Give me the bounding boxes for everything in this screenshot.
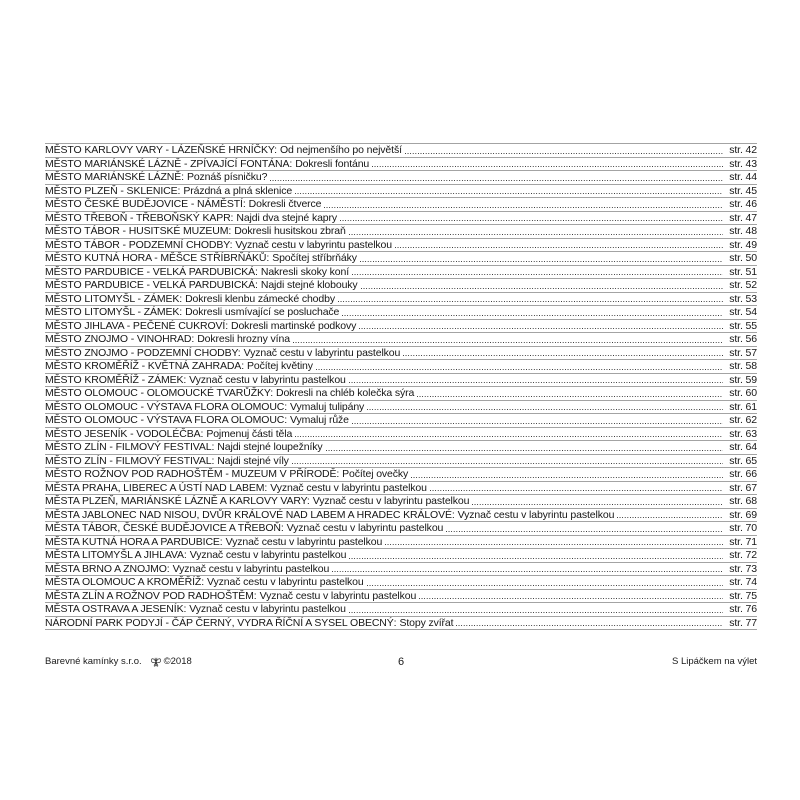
toc-entry-heading: MĚSTO KUTNÁ HORA - MĚŠCE STŘÍBRŇÁKŮ: (45, 252, 270, 264)
toc-entry-heading: MĚSTO ZLÍN - FILMOVÝ FESTIVAL: (45, 441, 215, 453)
table-of-contents (45, 143, 757, 630)
dot-leader (385, 544, 723, 545)
toc-entry-page: str. 73 (729, 562, 757, 575)
toc-entry-heading: MĚSTA OLOMOUC A KROMĚŘÍŽ: (45, 576, 204, 588)
toc-entry-task: Vyznač cestu v labyrintu pastelkou (259, 589, 417, 602)
toc-entry (45, 468, 757, 482)
toc-entry-page: str. 56 (729, 333, 757, 345)
toc-entry (45, 252, 757, 266)
dot-leader (349, 234, 724, 235)
toc-entry (45, 293, 757, 307)
toc-entry-page: str. 59 (729, 373, 757, 386)
toc-entry-page: str. 58 (729, 360, 757, 372)
dot-leader (419, 598, 723, 599)
toc-entry-heading: MĚSTA KUTNÁ HORA A PARDUBICE: (45, 535, 223, 548)
page-footer (45, 654, 757, 670)
toc-entry-heading: MĚSTO KARLOVY VARY - LÁZEŇSKÉ HRNÍČKY: (45, 144, 277, 156)
toc-entry-heading: MĚSTA JABLONEC NAD NISOU, DVŮR KRÁLOVÉ NAD LABEM A HRADEC KRÁLOVÉ: (45, 508, 455, 521)
toc-entry-heading: MĚSTO PARDUBICE - VELKÁ PARDUBICKÁ: (45, 279, 258, 291)
toc-entry (45, 509, 757, 523)
publisher-name: Barevné kamínky s.r.o. (45, 656, 142, 667)
toc-entry-task: Vymaluj tulipány (290, 400, 365, 413)
toc-entry (45, 239, 757, 253)
toc-entry-task: Dokresli čtverce (248, 198, 322, 210)
toc-entry-heading: MĚSTO LITOMYŠL - ZÁMEK: (45, 292, 183, 305)
toc-entry-page: str. 65 (729, 454, 757, 467)
dot-leader (295, 436, 723, 437)
toc-entry-page: str. 62 (729, 414, 757, 426)
dot-leader (411, 477, 723, 478)
toc-entry-task: Počítej ovečky (342, 468, 409, 480)
toc-entry-task: Vyznač cestu v labyrintu pastelkou (286, 522, 444, 534)
toc-entry-task: Vyznač cestu v labyrintu pastelkou (225, 535, 383, 548)
toc-entry (45, 279, 757, 293)
toc-entry-heading: MĚSTA TÁBOR, ČESKÉ BUDĚJOVICE A TŘEBOŇ: (45, 522, 284, 534)
copyright-notice: ©2018 (163, 656, 192, 667)
toc-entry-heading: MĚSTO TÁBOR - HUSITSKÉ MUZEUM: (45, 225, 232, 237)
toc-entry-page: str. 46 (729, 198, 757, 210)
toc-entry-task: Počítej květiny (247, 360, 313, 372)
toc-entry-task: Vyznač cestu v labyrintu pastelkou (189, 603, 346, 615)
toc-entry (45, 563, 757, 577)
toc-entry-page: str. 55 (729, 319, 757, 332)
dot-leader (395, 247, 723, 248)
toc-entry-page: str. 44 (729, 171, 757, 183)
toc-entry-heading: MĚSTO ZNOJMO - PODZEMNÍ CHODBY: (45, 346, 241, 359)
toc-entry-task: Poznáš písničku? (186, 171, 268, 183)
toc-entry-heading: MĚSTA PRAHA, LIBEREC A ÚSTÍ NAD LABEM: (45, 481, 268, 494)
toc-entry-page: str. 67 (729, 481, 757, 494)
toc-entry-heading: MĚSTO KROMĚŘÍŽ - KVĚTNÁ ZAHRADA: (45, 360, 244, 372)
dot-leader (340, 220, 723, 221)
toc-entry-task: Stopy zvířat (399, 616, 454, 629)
toc-entry (45, 333, 757, 347)
toc-entry-page: str. 57 (729, 346, 757, 359)
toc-entry-page: str. 63 (729, 427, 757, 440)
toc-entry (45, 320, 757, 334)
toc-entry-task: Nakresli skoky koní (260, 265, 350, 278)
toc-entry-page: str. 68 (729, 495, 757, 507)
toc-entry-heading: MĚSTO PARDUBICE - VELKÁ PARDUBICKÁ: (45, 265, 258, 278)
toc-entry-heading: MĚSTA BRNO A ZNOJMO: (45, 562, 170, 575)
book-title: S Lipáčkem na výlet (671, 656, 757, 667)
toc-entry (45, 171, 757, 185)
dot-leader (295, 193, 723, 194)
toc-entry (45, 590, 757, 604)
toc-entry (45, 374, 757, 388)
toc-entry-task: Pojmenuj části těla (206, 427, 293, 440)
toc-entry-page: str. 54 (729, 306, 757, 318)
toc-entry-heading: MĚSTO TÁBOR - PODZEMNÍ CHODBY: (45, 238, 233, 251)
toc-entry (45, 266, 757, 280)
dot-leader (349, 558, 723, 559)
toc-entry (45, 576, 757, 590)
toc-entry (45, 617, 757, 631)
dot-leader (361, 288, 724, 289)
toc-entry-task: Dokresli martinské podkovy (231, 319, 357, 332)
toc-entry-heading: MĚSTO ROŽNOV POD RADHOŠTĚM - MUZEUM V PŘÍRODĚ: (45, 468, 340, 480)
toc-entry-task: Najdi stejné víly (217, 454, 289, 467)
toc-entry-page: str. 75 (729, 589, 757, 602)
toc-entry (45, 536, 757, 550)
toc-entry-task: Dokresli klenbu zámecké chodby (185, 292, 335, 305)
dot-leader (342, 315, 723, 316)
toc-entry-task: Dokresli husitskou zbraň (234, 225, 346, 237)
toc-entry (45, 401, 757, 415)
toc-entry-page: str. 71 (729, 535, 757, 548)
toc-entry-heading: MĚSTO ČESKÉ BUDĚJOVICE - NÁMĚSTÍ: (45, 198, 246, 210)
toc-entry-task: Vyznač cestu v labyrintu pastelkou (235, 238, 392, 251)
toc-entry-heading: MĚSTO ZLÍN - FILMOVÝ FESTIVAL: (45, 454, 215, 467)
toc-entry-page: str. 51 (729, 265, 757, 278)
toc-entry (45, 549, 757, 563)
dot-leader (417, 396, 723, 397)
toc-entry-task: Vymaluj růže (290, 414, 349, 426)
toc-entry-task: Dokresli na chléb kolečka sýra (276, 387, 415, 399)
toc-entry (45, 212, 757, 226)
toc-entry-heading: MĚSTO PLZEŇ - SKLENICE: (45, 184, 181, 197)
toc-entry-task: Dokresli fontánu (295, 157, 370, 170)
toc-entry-task: Spočítej stříbrňáky (272, 252, 357, 264)
dot-leader (403, 355, 723, 356)
toc-entry-heading: MĚSTA ZLÍN A ROŽNOV POD RADHOŠTĚM: (45, 589, 257, 602)
dot-leader (360, 261, 723, 262)
toc-entry-heading: MĚSTA LITOMYŠL A JIHLAVA: (45, 549, 187, 561)
toc-entry-heading: MĚSTO MARIÁNSKÉ LÁZNĚ: (45, 171, 184, 183)
toc-entry-task: Dokresli usmívající se posluchače (185, 306, 340, 318)
toc-entry-task: Vyznač cestu v labyrintu pastelkou (457, 508, 615, 521)
dot-leader (293, 342, 723, 343)
toc-entry (45, 428, 757, 442)
dot-leader (349, 382, 723, 383)
toc-entry-page: str. 72 (729, 549, 757, 561)
toc-entry-page: str. 53 (729, 292, 757, 305)
toc-entry-page: str. 74 (729, 576, 757, 588)
toc-entry-heading: MĚSTA OSTRAVA A JESENÍK: (45, 603, 187, 615)
toc-entry-page: str. 52 (729, 279, 757, 291)
dot-leader (405, 153, 723, 154)
toc-entry (45, 495, 757, 509)
toc-entry-task: Vyznač cestu v labyrintu pastelkou (172, 562, 330, 575)
toc-entry-heading: NÁRODNÍ PARK PODYJÍ - ČÁP ČERNÝ, VYDRA ŘÍČNÍ A SYSEL OBECNÝ: (45, 616, 397, 629)
toc-entry-heading: MĚSTO MARIÁNSKÉ LÁZNĚ - ZPÍVAJÍCÍ FONTÁNA: (45, 157, 293, 170)
dot-leader (332, 571, 723, 572)
toc-entry (45, 144, 757, 158)
toc-entry (45, 522, 757, 536)
toc-entry-task: Vyznač cestu v labyrintu pastelkou (189, 373, 346, 386)
toc-entry (45, 441, 757, 455)
toc-entry-page: str. 66 (729, 468, 757, 480)
toc-entry-page: str. 70 (729, 522, 757, 534)
toc-entry-page: str. 61 (729, 400, 757, 413)
dot-leader (326, 450, 724, 451)
dot-leader (359, 328, 723, 329)
toc-entry-page: str. 48 (729, 225, 757, 237)
toc-entry-page: str. 69 (729, 508, 757, 521)
toc-entry-task: Prázdná a plná sklenice (183, 184, 293, 197)
toc-entry-page: str. 42 (729, 144, 757, 156)
toc-entry-heading: MĚSTO JESENÍK - VODOLÉČBA: (45, 427, 204, 440)
toc-entry (45, 306, 757, 320)
toc-entry-task: Najdi dva stejné kapry (236, 211, 338, 224)
toc-entry (45, 198, 757, 212)
page-number: 6 (397, 656, 405, 668)
dot-leader (270, 180, 723, 181)
toc-entry-task: Najdi stejné loupežníky (217, 441, 323, 453)
toc-entry-page: str. 49 (729, 238, 757, 251)
toc-entry (45, 185, 757, 199)
dot-leader (352, 423, 723, 424)
dot-leader (446, 531, 723, 532)
toc-entry (45, 158, 757, 172)
toc-entry-task: Najdi stejné klobouky (260, 279, 358, 291)
toc-entry-page: str. 45 (729, 184, 757, 197)
toc-entry (45, 347, 757, 361)
dot-leader (292, 463, 723, 464)
dot-leader (352, 274, 723, 275)
toc-entry-heading: MĚSTO ZNOJMO - VINOHRAD: (45, 333, 195, 345)
toc-entry-page: str. 60 (729, 387, 757, 399)
dot-leader (472, 504, 723, 505)
dot-leader (316, 369, 723, 370)
toc-entry-task: Vyznač cestu v labyrintu pastelkou (243, 346, 401, 359)
dot-leader (367, 409, 723, 410)
toc-entry-heading: MĚSTO JIHLAVA - PEČENÉ CUKROVÍ: (45, 319, 228, 332)
toc-entry (45, 455, 757, 469)
dot-leader (367, 585, 724, 586)
toc-entry-heading: MĚSTA PLZEŇ, MARIÁNSKÉ LÁZNĚ A KARLOVY VARY: (45, 495, 310, 507)
toc-entry-task: Vyznač cestu v labyrintu pastelkou (189, 549, 347, 561)
toc-entry-page: str. 50 (729, 252, 757, 264)
toc-entry-task: Vyznač cestu v labyrintu pastelkou (312, 495, 470, 507)
toc-entry (45, 482, 757, 496)
dot-leader (456, 625, 723, 626)
toc-entry-heading: MĚSTO OLOMOUC - VÝSTAVA FLORA OLOMOUC: (45, 400, 288, 413)
dot-leader (372, 166, 723, 167)
toc-entry (45, 360, 757, 374)
toc-entry-page: str. 47 (729, 211, 757, 224)
toc-entry-task: Vyznač cestu v labyrintu pastelkou (207, 576, 364, 588)
toc-entry-heading: MĚSTO OLOMOUC - VÝSTAVA FLORA OLOMOUC: (45, 414, 288, 426)
toc-entry-page: str. 77 (729, 616, 757, 629)
toc-entry-heading: MĚSTO OLOMOUC - OLOMOUCKÉ TVARŮŽKY: (45, 387, 273, 399)
toc-entry (45, 387, 757, 401)
toc-entry-heading: MĚSTO KROMĚŘÍŽ - ZÁMEK: (45, 373, 187, 386)
dot-leader (338, 301, 723, 302)
toc-entry-task: Vyznač cestu v labyrintu pastelkou (270, 481, 427, 494)
toc-entry-page: str. 76 (729, 603, 757, 615)
toc-entry (45, 225, 757, 239)
toc-entry (45, 603, 757, 617)
toc-entry (45, 414, 757, 428)
toc-entry-heading: MĚSTO LITOMYŠL - ZÁMEK: (45, 306, 183, 318)
dot-leader (430, 490, 723, 491)
dot-leader (324, 207, 723, 208)
dot-leader (617, 517, 723, 518)
toc-entry-task: Dokresli hrozny vína (197, 333, 290, 345)
toc-entry-heading: MĚSTO TŘEBOŇ - TŘEBOŇSKÝ KAPR: (45, 211, 234, 224)
toc-entry-page: str. 64 (729, 441, 757, 453)
dot-leader (349, 612, 723, 613)
toc-entry-task: Od nejmenšího po největší (279, 144, 402, 156)
toc-entry-page: str. 43 (729, 157, 757, 170)
